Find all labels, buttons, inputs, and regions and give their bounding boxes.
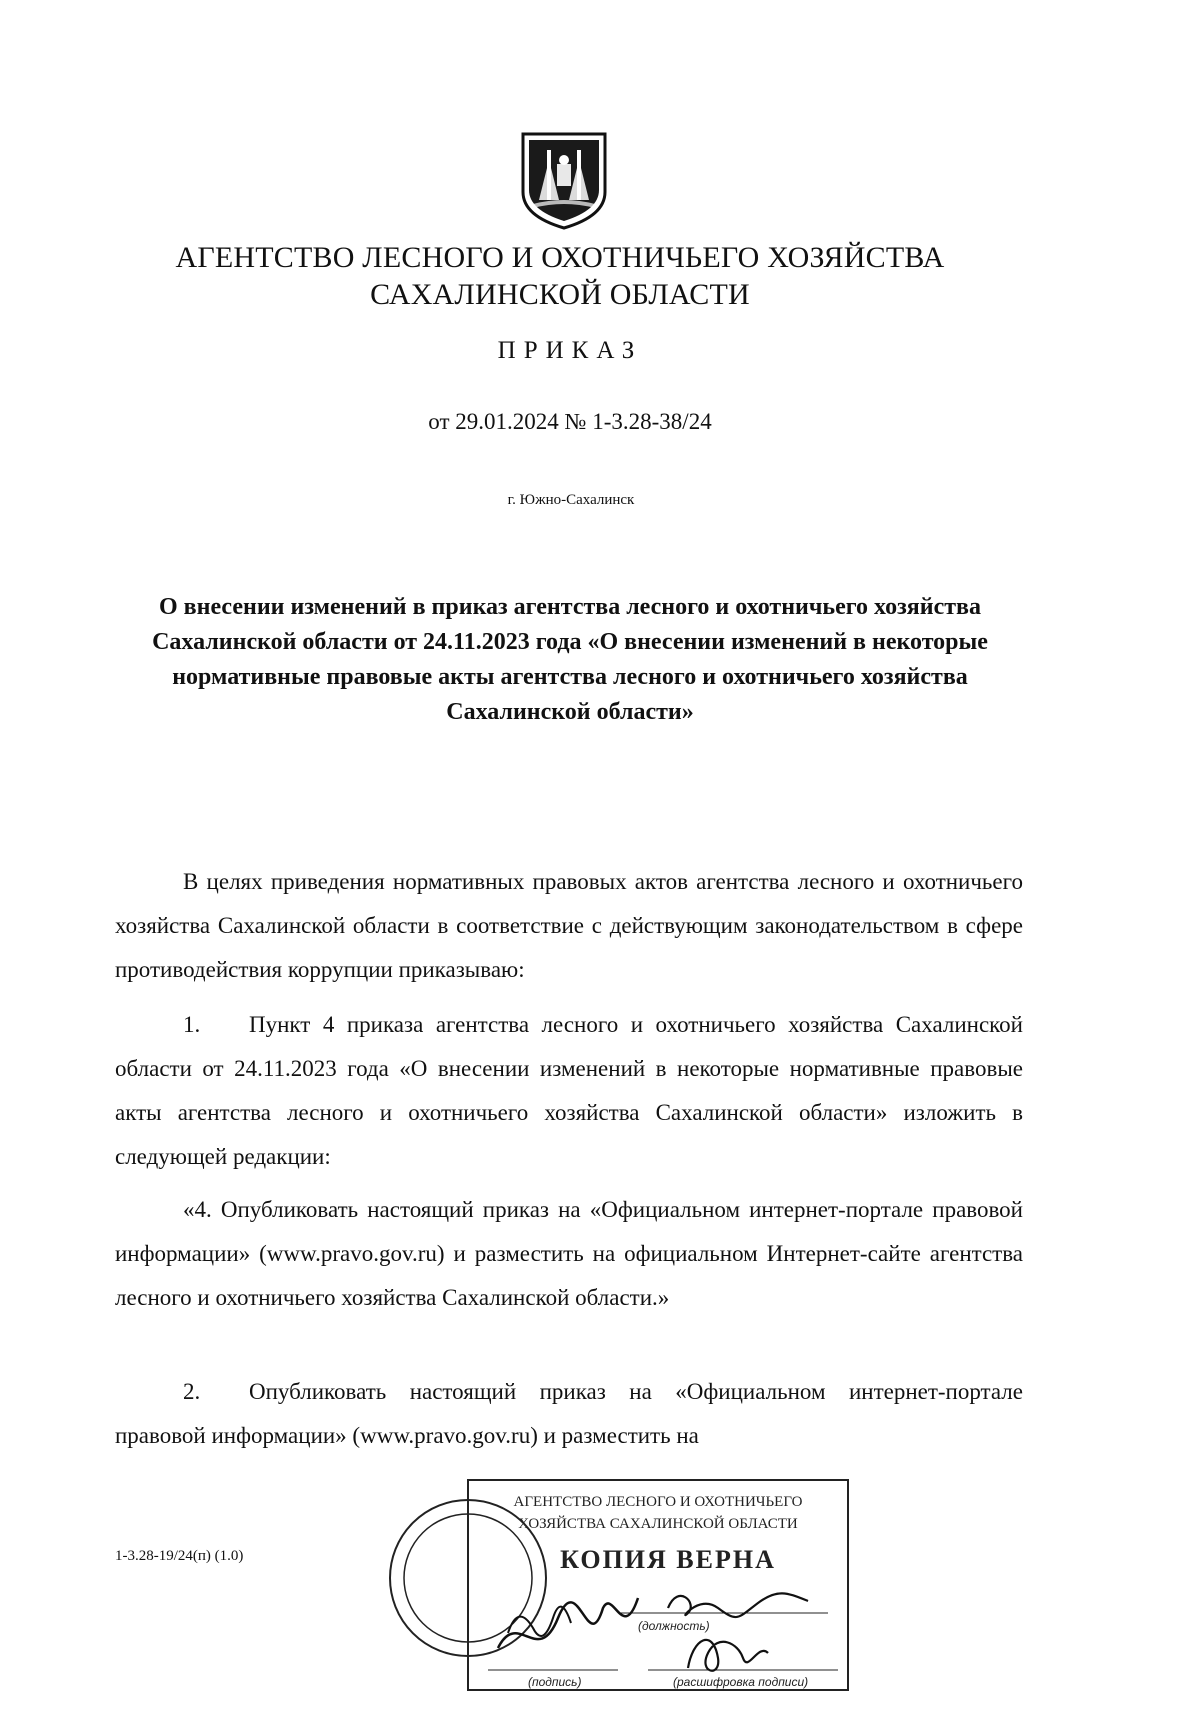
body-item-1-quote: «4. Опубликовать настоящий приказ на «Официальном интернет-портале правовой информации» (www.pravo.gov.ru) и разместить на официальном Интернет-сайте агентства лесного и охотничьего хозяйства Сахалинской области.» <box>115 1197 1023 1310</box>
document-date-number: от 29.01.2024 № 1-3.28-38/24 <box>428 409 712 434</box>
footer-document-code: 1-3.28-19/24(п) (1.0) <box>115 1548 244 1564</box>
stamp-line2: ХОЗЯЙСТВА САХАЛИНСКОЙ ОБЛАСТИ <box>518 1516 798 1532</box>
item-1-number: 1. <box>183 1012 201 1037</box>
body-intro-paragraph: В целях приведения нормативных правовых актов агентства лесного и охотничьего хозяйства Сахалинской области в соответствие с действующим законодательством в сфере противодействия коррупции приказываю: <box>115 869 1023 982</box>
stamp-label-position: (должность) <box>638 1619 710 1633</box>
body-item-1 <box>115 1003 1023 1179</box>
signature-mark <box>498 1598 638 1648</box>
body-item-2 <box>115 1370 1023 1458</box>
item-2-text: Опубликовать настоящий приказ на «Официальном интернет-портале правовой информации» (www.pravo.gov.ru) и разместить на <box>115 1379 1023 1448</box>
document-city: г. Южно-Сахалинск <box>507 492 635 508</box>
coat-of-arms-icon <box>517 130 611 230</box>
stamp-title: КОПИЯ ВЕРНА <box>560 1545 776 1574</box>
certified-copy-stamp <box>388 1468 858 1708</box>
stamp-label-signature: (подпись) <box>528 1675 582 1689</box>
stamp-line1: АГЕНТСТВО ЛЕСНОГО И ОХОТНИЧЬЕГО <box>513 1494 803 1510</box>
document-subject: О внесении изменений в приказ агентства лесного и охотничьего хозяйства Сахалинской области от 24.11.2023 года «О внесении изменений в некоторые нормативные правовые акты агентства лесного и охотничьего хозяйства Сахалинской области» <box>152 594 988 725</box>
signature-mark <box>688 1640 768 1671</box>
document-type: ПРИКАЗ <box>497 337 643 364</box>
item-2-number: 2. <box>183 1379 201 1404</box>
item-1-text: Пункт 4 приказа агентства лесного и охотничьего хозяйства Сахалинской области от 24.11.2023 года «О внесении изменений в некоторые нормативные правовые акты агентства лесного и охотничьего хозяйства Сахалинской области» изложить в следующей редакции: <box>115 1012 1023 1169</box>
agency-name-line2: САХАЛИНСКОЙ ОБЛАСТИ <box>370 278 750 311</box>
stamp-label-name: (расшифровка подписи) <box>673 1675 809 1689</box>
agency-name-line1: АГЕНТСТВО ЛЕСНОГО И ОХОТНИЧЬЕГО ХОЗЯЙСТВА <box>175 241 945 274</box>
